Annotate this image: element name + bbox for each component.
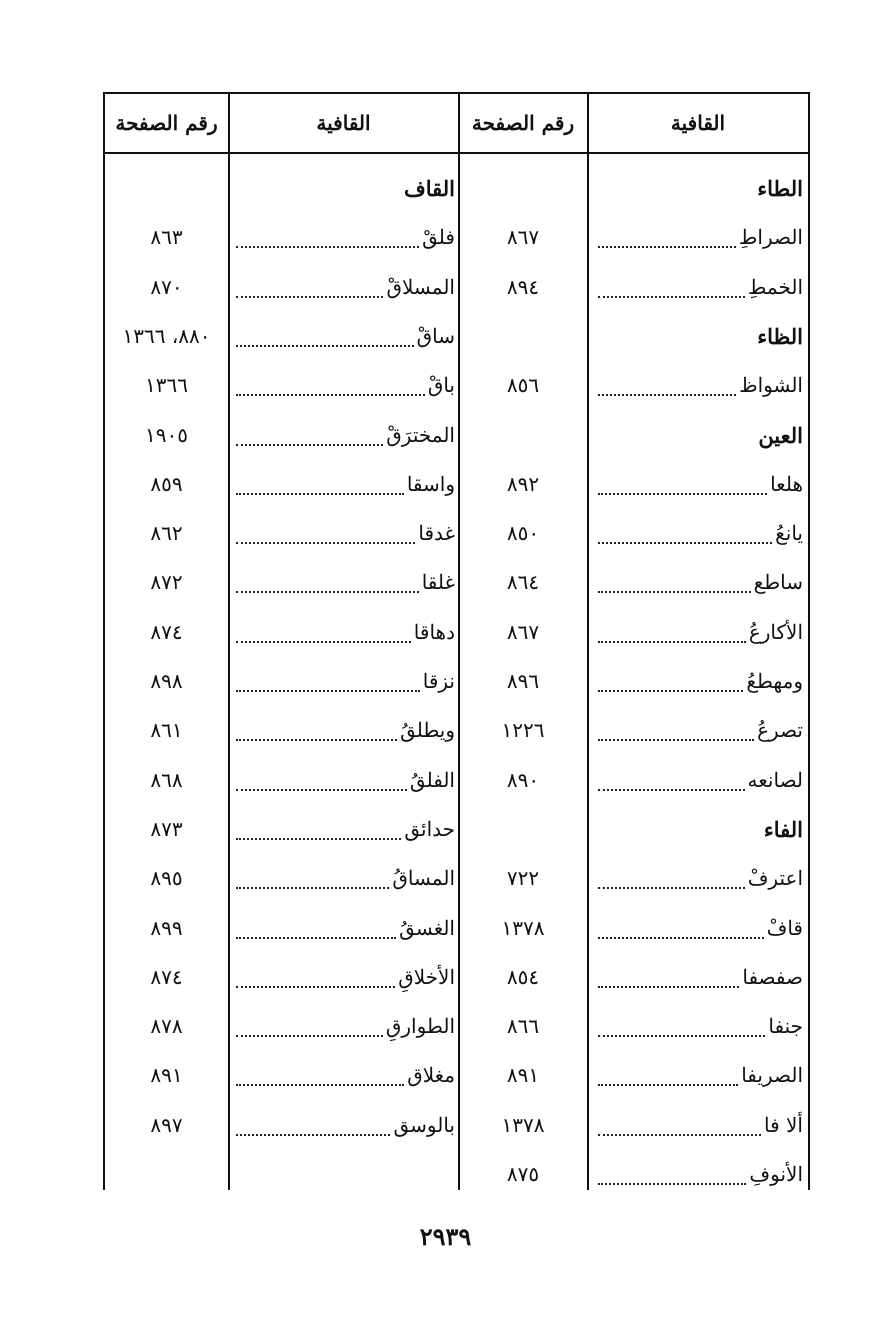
rhyme-word: واسقا [406,472,455,496]
dot-leader [236,296,383,298]
dot-leader [598,296,745,298]
rhyme-word: قافْ [766,916,803,940]
rhyme-word: الطوارقِ [385,1014,455,1038]
rhyme-entry [595,1002,803,1050]
rhyme-entry [233,904,455,952]
rhyme-word: جنفا [768,1014,803,1038]
dot-leader [236,690,420,692]
dot-leader [598,739,754,741]
page-ref: ٨٩٦ [506,669,540,693]
rhyme-word: لصانعه [747,768,803,792]
column-divider [228,94,230,1190]
dot-leader [598,937,764,939]
rhyme-word: المساقُ [392,866,455,890]
page-ref: ٨٩٥ [150,866,183,890]
page-ref: ٨٧٤ [150,620,183,644]
rhyme-entry [233,312,455,360]
header-page-right: رقم الصفحة [471,111,575,135]
rhyme-word: نزقا [422,669,455,693]
page-ref: ٧٢٢ [506,866,540,890]
index-table [103,92,810,1190]
rhyme-entry [595,608,803,656]
page-ref: ٨٦٧ [506,225,540,249]
rhyme-entry [233,1051,455,1099]
rhyme-entry [595,213,803,261]
dot-leader [236,394,425,396]
rhyme-entry [233,608,455,656]
dot-leader [236,739,397,741]
rhyme-word: ساطع [753,570,803,594]
rhyme-entry [233,361,455,409]
rhyme-word: الصريفا [741,1063,803,1087]
rhyme-word: بالوسق [393,1113,455,1137]
page-ref: ٨٧٠ [150,275,183,299]
rhyme-word: الشواظ [739,373,803,397]
rhyme-word: المسلاقْ [386,275,455,299]
rhyme-entry [595,509,803,557]
page-ref: ٨٦٤ [506,570,540,594]
dot-leader [236,986,395,988]
rhyme-entry [595,558,803,606]
dot-leader [598,641,746,643]
header-page-left: رقم الصفحة [115,111,218,135]
page-ref: ٨٧٤ [150,965,183,989]
rhyme-entry [233,953,455,1001]
dot-leader [236,246,419,248]
dot-leader [598,493,767,495]
rhyme-word: الأخلاقِ [398,965,455,989]
section-heading: الظاء [757,323,803,349]
rhyme-word: ومهطعُ [746,669,803,693]
rhyme-entry [595,854,803,902]
rhyme-word: يانعُ [775,521,803,545]
rhyme-entry [595,1150,803,1198]
page-ref: ٨٩٤ [506,275,540,299]
rhyme-word: صفصفا [742,965,803,989]
page-ref: ٨٦٢ [150,521,183,545]
rhyme-entry [233,854,455,902]
rhyme-word: ألا فا [764,1113,803,1137]
dot-leader [236,641,411,643]
page-ref: ٨٦٧ [506,620,540,644]
rhyme-entry [595,460,803,508]
rhyme-word: باقْ [427,373,455,397]
dot-leader [236,789,407,791]
dot-leader [236,345,414,347]
dot-leader [236,1035,383,1037]
page-ref: ٨٧٥ [506,1162,540,1186]
page-ref: ٨٩٧ [150,1113,183,1137]
dot-leader [598,690,743,692]
dot-leader [598,986,739,988]
dot-leader [598,591,751,593]
page-ref: ١٩٠٥ [145,423,188,447]
rhyme-word: ويطلقُ [400,718,455,742]
rhyme-word: مغلاق [407,1063,455,1087]
dot-leader [598,1084,738,1086]
rhyme-entry [233,756,455,804]
dot-leader [598,887,745,889]
dot-leader [236,937,396,939]
rhyme-entry [233,213,455,261]
rhyme-word: الغسقُ [399,916,455,940]
rhyme-entry [595,904,803,952]
dot-leader [236,1134,390,1136]
page-ref: ١٢٢٦ [501,718,545,742]
rhyme-entry [233,706,455,754]
rhyme-word: تصرعُ [757,718,803,742]
rhyme-entry [233,805,455,853]
page-ref: ٨٦٦ [506,1014,540,1038]
rhyme-word: الفلقُ [409,768,455,792]
page-ref: ٨٩٨ [150,669,183,693]
rhyme-word: ساقْ [416,324,455,348]
dot-leader [236,444,383,446]
dot-leader [236,1084,404,1086]
header-rhyme-right: القافية [670,111,726,135]
rhyme-word: دهاقا [413,620,455,644]
page-ref: ١٣٧٨ [501,916,545,940]
dot-leader [598,542,772,544]
rhyme-entry [233,1101,455,1149]
rhyme-word: الصراطِ [738,225,803,249]
rhyme-word: فلقْ [422,225,455,249]
page-ref: ٨٦٨ [150,768,183,792]
rhyme-word: غدقا [418,521,455,545]
dot-leader [598,246,736,248]
rhyme-entry [595,756,803,804]
section-heading: الطاء [757,175,803,201]
section-heading: العين [758,422,803,448]
page-ref: ٨٧٨ [150,1014,183,1038]
page-ref: ٨٧٣ [150,817,183,841]
page-ref: ٨٥٠ [506,521,540,545]
page-ref: ١٣٧٨ [501,1113,545,1137]
rhyme-entry [595,361,803,409]
rhyme-word: الأكارعُ [748,620,803,644]
rhyme-word: حدائق [404,817,455,841]
page-ref: ٨٥٩ [150,472,183,496]
rhyme-entry [233,411,455,459]
page-ref: ٨٩٠ [506,768,540,792]
page-ref: ١٣٦٦ [145,373,188,397]
rhyme-entry [233,509,455,557]
column-divider [587,94,589,1190]
page-ref: ٨٦٣ [150,225,183,249]
dot-leader [236,591,419,593]
rhyme-word: الخمطِ [747,275,803,299]
header-rhyme-left: القافية [316,111,371,135]
rhyme-word: اعترفْ [747,866,803,890]
dot-leader [598,789,745,791]
section-heading: القاف [403,175,455,201]
dot-leader [236,493,404,495]
page-ref: ٨٩٩ [150,916,183,940]
rhyme-entry [233,263,455,311]
page-number: ٢٩٣٩ [419,1222,472,1251]
rhyme-entry [595,706,803,754]
rhyme-entry [233,460,455,508]
page-ref: ٨٥٤ [506,965,540,989]
dot-leader [236,542,415,544]
rhyme-entry [595,263,803,311]
rhyme-word: غلقا [421,570,455,594]
header-divider [105,152,808,154]
rhyme-entry [595,1051,803,1099]
rhyme-entry [595,1101,803,1149]
rhyme-entry [233,1002,455,1050]
page-ref: ٨٩٢ [506,472,540,496]
rhyme-entry [595,953,803,1001]
dot-leader [598,1134,761,1136]
page-ref: ٨٨٠، ١٣٦٦ [122,324,211,348]
rhyme-entry [233,558,455,606]
page-ref: ٨٥٦ [506,373,540,397]
section-heading: الفاء [763,816,803,842]
dot-leader [598,1035,765,1037]
dot-leader [598,1183,746,1185]
page-ref: ٨٩١ [150,1063,183,1087]
page-ref: ٨٩١ [506,1063,540,1087]
rhyme-word: الأنوفِ [749,1162,803,1186]
rhyme-word: المخترَقْ [386,423,455,447]
rhyme-entry [233,657,455,705]
page-ref: ٨٦١ [150,718,183,742]
dot-leader [236,838,401,840]
rhyme-word: هلعا [770,472,803,496]
dot-leader [236,887,389,889]
rhyme-entry [595,657,803,705]
page-ref: ٨٧٢ [150,570,183,594]
dot-leader [598,394,736,396]
